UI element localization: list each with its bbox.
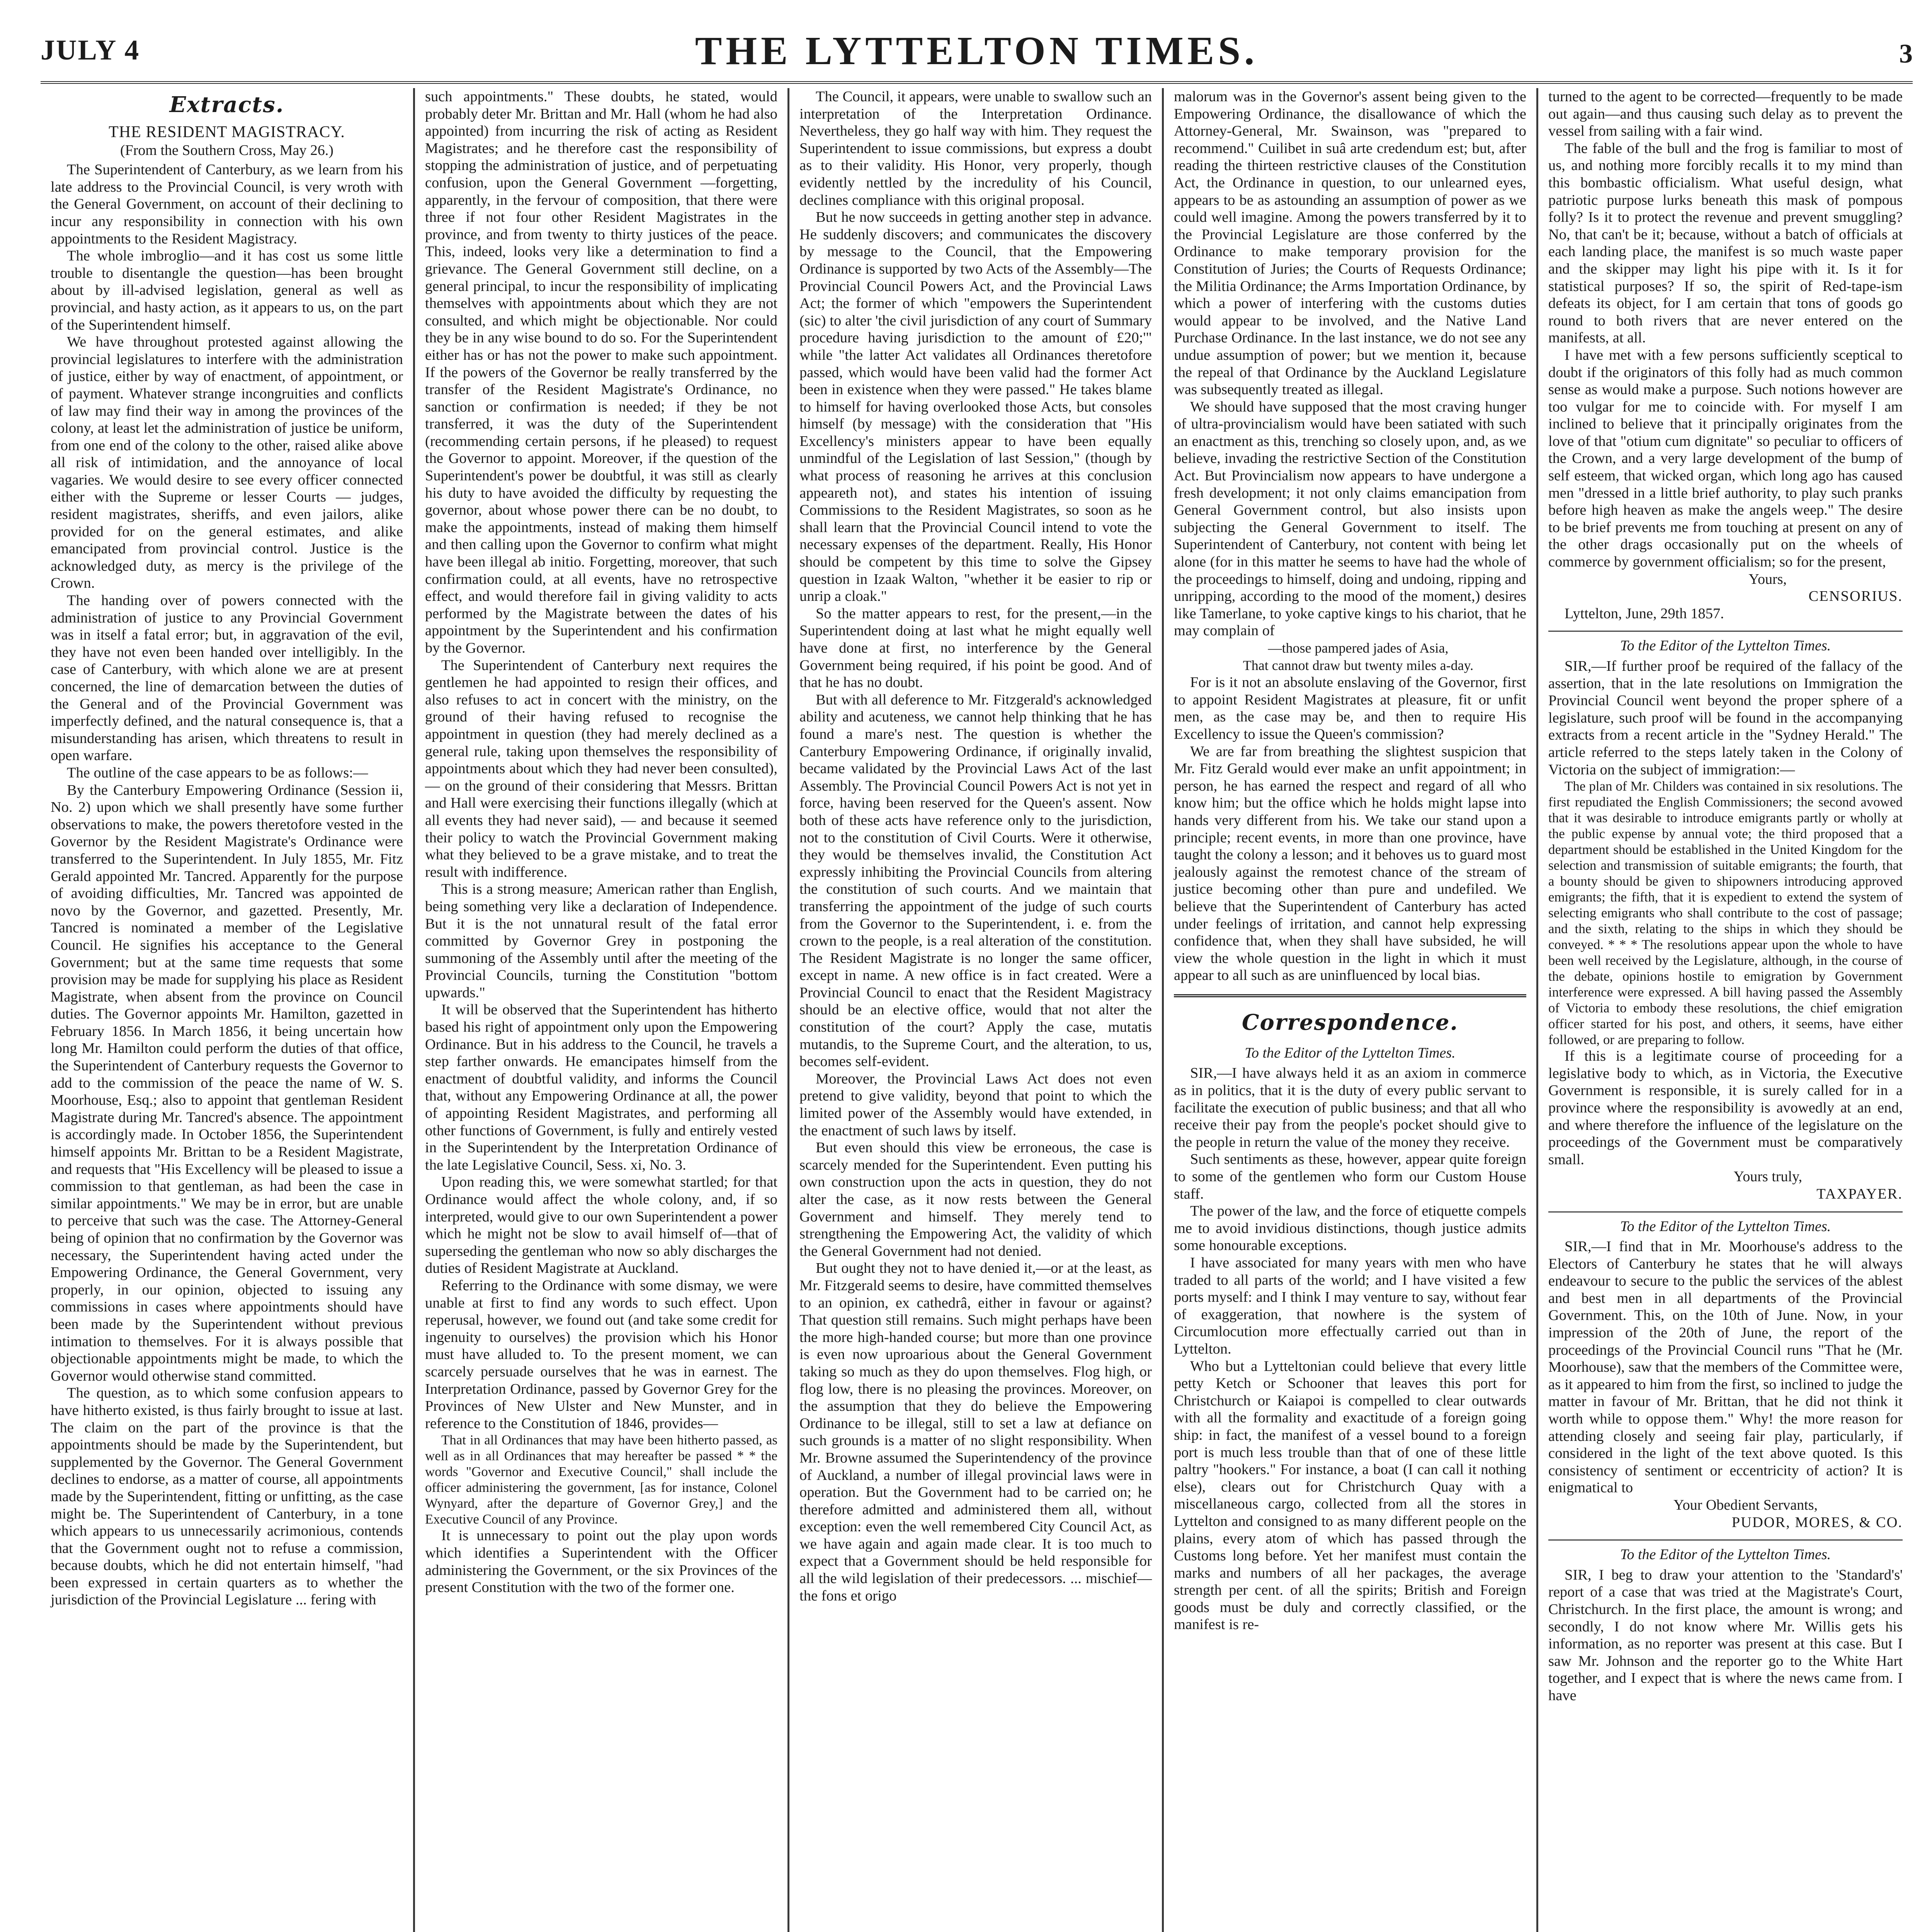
paragraph: Moreover, the Provincial Laws Act does not even pretend to give validity, beyond that point to which the limited power of the Assembly would have extended, in the enactment of such laws by itself. (799, 1070, 1152, 1139)
paragraph: SIR,—I find that in Mr. Moorhouse's address to the Electors of Canterbury he states that he will always endeavour to secure to the public the services of the ablest and best men in all departments of the Provincial Government. This, on the 10th of June. Now, in your impression of the 20th of June, the report of the proceedings of the Provincial Council runs "That he (Mr. Moorhouse), saw that the members of the Committee were, as it appeared to him from the first, so inclined to judge the matter in favour of Mr. Brittan, that he did not think it worth while to oppose them." Why! the more reason for attending closely and seeing fair play, particularly, if considered in the light of the text above quoted. Is this consistency of sentiment or eccentricity of action? It is enigmatical to (1548, 1238, 1903, 1496)
paragraph: Upon reading this, we were somewhat startled; for that Ordinance would affect the whole colony, and, if so interpreted, would give to our own Superintendent a power which he might not be slow to avail himself of—that of superseding the gentleman who now so ably discharges the duties of Resident Magistrate at Auckland. (425, 1174, 777, 1277)
column-1 (41, 88, 415, 1932)
paragraph: It will be observed that the Superintendent has hitherto based his right of appointment only upon the Empowering Ordinance. But in his address to the Council, he travels a step farther onwards. He emancipates himself from the enactment of doubtful validity, and informs the Council that, without any Empowering Ordinance at all, the power of appointing Resident Magistrates, and performing all other functions of Government, is fully and entirely vested in the Superintendent by the Interpretation Ordinance of the late Legislative Council, Sess. xi, No. 3. (425, 1002, 777, 1173)
paragraph: SIR,—I have always held it as an axiom in commerce as in politics, that it is the duty of every public servant to facilitate the execution of public business; and that all who receive their pay from the people's pocket should give to the people in return the value of the money they receive. (1174, 1065, 1526, 1150)
paragraph: This is a strong measure; American rather than English, being something very like a declaration of Independence. But it is the not unnatural result of the fatal error committed by Governor Grey in postponing the summoning of the Assembly until after the meeting of the Provincial Councils, turning the Constitution "bottom upwards." (425, 881, 777, 1001)
paragraph: But ought they not to have denied it,—or at the least, as Mr. Fitzgerald seems to desire, have committed themselves to an opinion, ex cathedrâ, either in favour or against? That question still remains. Such might perhaps have been the more high-handed course; but more than one province is even now uproarious about the General Government taking so much as they do upon themselves. Flog high, or flog low, there is no pleasing the provinces. Moreover, on the assumption that they do believe the Empowering Ordinance to be illegal, still to set a law at defiance on such grounds is a matter of no slight responsibility. When Mr. Browne assumed the Superintendency of the province of Auckland, a number of illegal provincial laws were in operation. But the Government had to be carried on; he therefore admitted and administered them all, without exception: even the well remembered City Council Act, as we have again and again made clear. It is too much to expect that a Government should be held responsible for all the wild legislation of their predecessors. ... mischief—the fons et origo (799, 1260, 1152, 1604)
section-heading-extracts: Extracts. (169, 92, 284, 117)
newspaper-title: THE LYTTELTON TIMES. (695, 29, 1259, 73)
paragraph: SIR, I beg to draw your attention to the 'Standard's' report of a case that was tried at the Magistrate's Court, Christchurch. In the first place, the amount is wrong; and secondly, I do not know where Mr. Willis gets his information, as no reporter was present at this case. But I saw Mr. Johnson and the reporter go to the White Hart together, and I expect that is where the news came from. I have (1548, 1566, 1903, 1704)
paragraph: But with all deference to Mr. Fitzgerald's acknowledged ability and acuteness, we cannot help thinking that he has found a mare's nest. The question is whether the Canterbury Empowering Ordinance, if originally invalid, became validated by the Provincial Laws Act of the last Assembly. The Provincial Council Powers Act is not yet in force, having been reserved for the Queen's assent. Now both of these acts have reference only to the jurisdiction, not to the constitution of Civil Courts. Were it otherwise, they would be themselves invalid, the Constitution Act expressly inhibiting the Provincial Councils from altering the constitution of such courts. And we maintain that transferring the appointment of the judge of such courts from the Governor to the Superintendent, i. e. from the crown to the people, is a real alteration of the constitution. The Resident Magistrate is no longer the same officer, except in name. A new office is in fact created. Were a Provincial Council to enact that the Resident Magistracy should be an elective office, would that not alter the constitution of the court? Apply the case, mutatis mutandis, to the Supreme Court, and the alteration, to us, becomes self-evident. (799, 691, 1152, 1070)
paragraph: The outline of the case appears to be as follows:— (67, 764, 368, 781)
paragraph: The fable of the bull and the frog is familiar to most of us, and nothing more forcibly recalls it to my mind than this bombastic officialism. What useful design, what patriotic purpose lurks beneath this mask of pompous folly? Is it to protect the revenue and prevent smuggling? No, that can't be it; because, without a batch of officials at each landing place, the manifest is so much waste paper and the skipper may light his pipe with it. Is it for statistical purposes? If so, the spirit of Red-tape-ism defeats its object, for I am certain that tons of goods go round to both rivers that are never entered on the manifests, at all. (1548, 140, 1903, 346)
letter-dateline: Lyttelton, June, 29th 1857. (1565, 605, 1724, 622)
paragraph: Who but a Lytteltonian could believe that every little petty Ketch or Schooner that leaves this port for Christchurch or Kaiapoi is compelled to clear outwards with all the formality and exactitude of a foreign going ship: in fact, the manifest of a vessel bound to a foreign port is much less trouble than that of one of these little paltry "hookers." For instance, a boat (I can call it nothing else), clears out for Christchurch Quay with a miscellaneous cargo, collected from all the stores in Lyttelton and consigned to as many different people on the plains, every atom of which has passed through the Customs long before. Yet her manifest must contain the marks and numbers of all her packages, the average strength per cent. of all the spirits; British and Foreign goods must be duly and correctly classified, or the manifest is re- (1174, 1358, 1526, 1633)
issue-date: JULY 4 (41, 34, 140, 66)
paragraph: It is unnecessary to point out the play upon words which identifies a Superintendent with the Officer administering the Government, or the six Provinces of the present Constitution with the two of the former one. (425, 1527, 777, 1596)
paragraph: We have throughout protested against allowing the provincial legislatures to interfere with the administration of justice, either by way of enactment, of appointment, or of payment. Whatever strange incongruities and conflicts of law may find their way in among the provinces of the colony, at least let the administration of justice be uniform, from one end of the colony to the other, raised alike above all risk of intimidation, and the annoyance of local vagaries. We would desire to see every officer connected either with the Supreme or lesser Courts — judges, resident magistrates, sheriffs, and even jailors, alike provided for on the general estimates, and alike emancipated from provincial control. Justice is the acknowledged duty, as mercy is the privilege of the Crown. (51, 334, 403, 592)
paragraph: The Council, it appears, were unable to swallow such an interpretation of the Interpretation Ordinance. Nevertheless, they go half way with him. They request the Superintendent to issue commissions, but express a doubt as to their validity. His Honor, very properly, though evidently nettled by the incredulity of his Council, declines compliance with this original proposal. (799, 88, 1152, 208)
paragraph: The power of the law, and the force of etiquette compels me to avoid invidious distinctions, though justice admits some honourable exceptions. (1174, 1203, 1526, 1254)
letter-closing: Your Obedient Servants, (1673, 1497, 1818, 1513)
paragraph: The Superintendent of Canterbury, as we learn from his late address to the Provincial Council, is very wroth with the General Government, on account of their declining to incur any responsibility in connection with his own appointments to the Resident Magistracy. (51, 162, 403, 247)
paragraph: The Superintendent of Canterbury next requires the gentlemen he had appointed to resign their offices, and also refuses to act in concert with the ministry, on the ground of their having refused to recognise the appointment in question (they had merely declined as a general rule, taking upon themselves the responsibility of appointments about which they had never been consulted), — on the ground of their considering that Messrs. Brittan and Hall were exercising their functions illegally (which at all events they had never said), — and because it seemed their policy to watch the Provincial Government making what they believed to be a grave mistake, and to treat the result with indifference. (425, 657, 777, 880)
article-source: (From the Southern Cross, May 26.) (120, 142, 334, 158)
paragraph: We are far from breathing the slightest suspicion that Mr. Fitz Gerald would ever make an unfit appointment; in person, he has earned the respect and regard of all who know him; but the office which he holds might lapse into hands very different from his. We take our stand upon a principle; recent events, in more than one province, have taught the colony a lesson; and it behoves us to guard most jealously against the remotest chance of the stream of justice becoming other than pure and undefiled. We believe that the Superintendent of Canterbury has acted under feelings of irritation, and cannot help expressing confidence that, when they shall have subsided, he will view the whole question in the light in which it must appear to all such as are uninfluenced by local bias. (1174, 743, 1526, 984)
quoted-paragraph: The plan of Mr. Childers was contained in six resolutions. The first repudiated the English Commissioners; the second avowed that it was desirable to introduce emigrants partly or wholly at the public expense by annual vote; the third proposed that a department should be established in the United Kingdom for the selection and transmission of suitable emigrants; the fourth, that a bounty should be given to shipowners introducing approved emigrants; the fifth, that it is expedient to extend the system of selecting emigrants who shall contribute to the cost of passage; and the sixth, relating to the ships in which they should be conveyed. * * * The resolutions appear upon the whole to have been well received by the Legislature, although, in the course of the debate, opinions hostile to emigration by Government interference were expressed. A bill having passed the Assembly of Victoria to embody these resolutions, the chief emigration officer started for his post, and others, it seems, have either followed, or are preparing to follow. (1548, 779, 1903, 1048)
paragraph: malorum was in the Governor's assent being given to the Empowering Ordinance, the disallowance of which the Attorney-General, Mr. Swainson, was "prepared to recommend." Cuilibet in suâ arte credendum est; but, after reading the thirteen restrictive clauses of the Constitution Act, the Ordinance in question, to our unlearned eyes, appears to be as astounding an assumption of power as we could well imagine. Among the powers transferred by it to the Provincial Legislature are those conferred by the Ordinance to make temporary provision for the Constitution of Juries; the Courts of Requests Ordinance; the Militia Ordinance; the Arms Importation Ordinance, by which a power of interfering with the customs duties would appear to be involved, and the Native Land Purchase Ordinance. In the last instance, we do not see any undue assumption of power; but we mention it, because the repeal of that Ordinance by the Auckland Legislature was subsequently treated as illegal. (1174, 88, 1526, 398)
paragraph: Referring to the Ordinance with some dismay, we were unable at first to find any words to such effect. Upon reperusal, however, we found out (and take some credit for ingenuity to ourselves) the provision which his Honor must have alluded to. To the present moment, we can scarcely persuade ourselves that he was in earnest. The Interpretation Ordinance, passed by Governor Grey for the Provinces of New Ulster and New Munster, and in reference to the Constitution of 1846, provides— (425, 1277, 777, 1432)
paragraph: The question, as to which some confusion appears to have hitherto existed, is thus fairly brought to issue at last. The claim on the part of the province is that the appointments should be made by the Superintendent, but supplemented by the Governor. The General Government declines to endorse, as a matter of course, all appointments made by the Superintendent, fitting or unfitting, as the case might be. The Superintendent of Canterbury, in a tone which appears to us unnecessarily acrimonious, contends that the Government ought not to refuse a commission, because doubts, which he did not entertain himself, "had been expressed in certain quarters as to whether the jurisdiction of the Provincial Legislature ... fering with (51, 1385, 403, 1608)
verse-line: —those pampered jades of Asia, (1268, 640, 1449, 656)
letter-address: To the Editor of the Lyttelton Times. (1548, 1211, 1903, 1235)
column-5 (1538, 88, 1913, 1932)
paragraph: SIR,—If further proof be required of the fallacy of the assertion, that in the late resolutions on Immigration the Provincial Council went beyond the proper sphere of a legislature, such proof will be found in the accompanying extracts from a recent article in the "Sydney Herald." The article referred to the steps lately taken in the Colony of Victoria on the subject of immigration:— (1548, 658, 1903, 778)
paragraph: For is it not an absolute enslaving of the Governor, first to appoint Resident Magistrates at pleasure, fit or unfit men, as the case may be, and then to require His Excellency to issue the Queen's commission? (1174, 674, 1526, 742)
paragraph: By the Canterbury Empowering Ordinance (Session ii, No. 2) upon which we shall presently have some further observations to make, the powers theretofore vested in the Governor by the Resident Magistrate's Ordinance were transferred to the Superintendent. In July 1855, Mr. Fitz Gerald appointed Mr. Tancred. Apparently for the purpose of avoiding difficulties, Mr. Tancred was appointed de novo by the Governor, and gazetted. Presently, Mr. Tancred is nominated a member of the Legislative Council. He signifies his acceptance to the General Government; but at the same time requests that some provision may be made for supplying his place as Resident Magistrate, when absent from the province on Council duties. The Governor appoints Mr. Hamilton, gazetted in February 1856. In March 1856, it being uncertain how long Mr. Hamilton could perform the duties of that office, the Superintendent of Canterbury requests the Governor to add to the commission of the peace the name of W. S. Moorhouse, Esq.; also to appoint that gentleman Resident Magistrate during Mr. Tancred's absence. The appointment is accordingly made. In October 1856, the Superintendent himself appoints Mr. Brittan to be a Resident Magistrate, and requests that "His Excellency will be pleased to issue a commission to that gentleman, as had been the case in similar appointments." We may be in error, but are unable to perceive that such was the case. The Attorney-General being of opinion that no confirmation by the Governor was necessary, the Superintendent having acted under the Empowering Ordinance, the General Government, very properly, in our opinion, objected to issuing any commissions in cases where appointments should have been made by the Superintendent without previous intimation to themselves. For it is always possible that objectionable appointments might be made, to which the Governor would otherwise stand committed. (51, 782, 403, 1384)
letter-closing: Yours truly, (1733, 1168, 1802, 1185)
column-2 (415, 88, 789, 1932)
paragraph: I have met with a few persons sufficiently sceptical to doubt if the originators of this folly had as much common sense as would make a purpose. Such notions however are too vulgar for me to coincide with. For myself I am inclined to believe that it principally originates from the love of that "otium cum dignitate" so peculiar to officers of the Crown, and a very large development of the bump of self esteem, that wicked organ, which long ago has caused men "dressed in a little brief authority, to play such pranks before high heaven as make the angels weep." The desire to be brief prevents me from touching at present on any of the other drags occasionally put on the wheels of commerce by government officialism; so for the present, (1548, 347, 1903, 570)
column-4 (1164, 88, 1538, 1932)
paragraph: I have associated for many years with men who have traded to all parts of the world; and I have visited a few ports myself: and I think I may venture to say, without fear of exaggeration, that nowhere is the system of Circumlocution more effectually carried out than in Lyttelton. (1174, 1255, 1526, 1357)
article-columns (41, 88, 1913, 1932)
article-title: THE RESIDENT MAGISTRACY. (109, 123, 345, 141)
paragraph: But he now succeeds in getting another step in advance. He suddenly discovers; and communicates the discovery by message to the Council, that the Empowering Ordinance is supported by two Acts of the Assembly—The Provincial Council Powers Act, and the Provincial Laws Act; the former of which "empowers the Superintendent (sic) to alter 'the civil jurisdiction of any court of Summary procedure having jurisdiction to the amount of £20;'" while "the latter Act validates all Ordinances theretofore passed, which would have been valid had the former Act been in existence when they were passed." He takes blame to himself for having overlooked those Acts, but consoles himself (by message) with the consideration that "His Excellency's ministers appear to have been equally unmindful of the Legislation of last Session," (though by what process of reasoning he arrives at this conclusion appeareth not), and states his intention of issuing Commissions to the Resident Magistrates, so soon as he shall learn that the Provincial Council intend to vote the necessary expenses of the department. Really, His Honor should be competent by this time to solve the Gipsey question in Izaak Walton, "whether it be easier to rip or unrip a cloak." (799, 209, 1152, 605)
paragraph: We should have supposed that the most craving hunger of ultra-provincialism would have been satiated with such an enactment as this, trenching so closely upon, and, as we believe, invading the restrictive Section of the Constitution Act. But Provincialism now appears to have undergone a fresh development; it not only claims emancipation from General Government control, but also insists upon subjecting the General Government to itself. The Superintendent of Canterbury, not content with being let alone (for in this matter he seems to have had the whole of the proceedings to himself, doing and undoing, ripping and unripping, according to the mood of the moment,) desires like Tamerlane, to yoke captive kings to his chariot, that he may complain of (1174, 398, 1526, 639)
quoted-paragraph: That in all Ordinances that may have been hitherto passed, as well as in all Ordinances that may hereafter be passed * * the words "Governor and Executive Council," shall include the officer administering the government, [as for instance, Colonel Wynyard, after the departure of Governor Grey,] and the Executive Council of any Province. (425, 1432, 777, 1527)
verse-line: That cannot draw but twenty miles a-day. (1243, 657, 1474, 673)
paragraph: Such sentiments as these, however, appear quite foreign to some of the gentlemen who form our Custom House staff. (1174, 1151, 1526, 1202)
section-heading-correspondence: Correspondence. (1174, 994, 1526, 1036)
page-number: 3 (1899, 39, 1913, 69)
paragraph: The handing over of powers connected with the administration of justice to any Provincial Government was in itself a fatal error; but, in aggravation of the evil, they have not even been handed over intelligibly. In the case of Canterbury, with which alone we are at present concerned, the line of demarcation between the duties of the General and of the Provincial Government was imperfectly defined, and the natural consequence is, that a misunderstanding has arisen, which threatens to result in open warfare. (51, 592, 403, 764)
paragraph: turned to the agent to be corrected—frequently to be made out again—and thus causing such delay as to prevent the vessel from sailing with a fair wind. (1548, 88, 1903, 139)
letter-closing: Yours, (1748, 571, 1787, 587)
letter-address: To the Editor of the Lyttelton Times. (1548, 631, 1903, 655)
letter-address: To the Editor of the Lyttelton Times. (1245, 1044, 1456, 1061)
paragraph: such appointments." These doubts, he stated, would probably deter Mr. Brittan and Mr. Hall (whom he had also appointed) from incurring the risk of acting as Resident Magistrates; and he therefore cast the responsibility of stopping the administration of justice, and of perpetuating confusion, upon the General Government —forgetting, apparently, in the fervour of composition, that there were three if not four other Resident Magistrates in the province, and from twenty to thirty justices of the peace. This, indeed, looks very like a determination to find a grievance. The General Government still decline, on a general principal, to incur the responsibility of implicating themselves with appointments about which they are not consulted, and which might be objectionable. Nor could they be in any wise bound to do so. For the Superintendent either has or has not the power to make such appointment. If the powers of the Governor be really transferred by the transfer of the Resident Magistrate's Ordinance, no sanction or confirmation is needed; if they be not transferred, it was the duty of the Superintendent (recommending certain persons, if he pleased) to request the Governor to appoint. Moreover, if the question of the Superintendent's power be doubtful, it was still as clearly his duty to have avoided the difficulty by requesting the governor, about whose power there can be no doubt, to make the appointments, instead of making them himself and then calling upon the Governor to confirm what might have been illegal ab initio. Forgetting, moreover, that such confirmation could, at all events, have no retrospective effect, and would therefore fail in giving validity to acts performed by the Magistrate between the dates of his appointment by the Superintendent and his confirmation by the Governor. (425, 88, 777, 656)
paragraph: If this is a legitimate course of proceeding for a legislative body to which, as in Victoria, the Executive Government is responsible, it is surely called for in a province where the responsibility is avowedly at an end, and where therefore the influence of the legislature on the proceedings of the Government must be comparatively small. (1548, 1048, 1903, 1168)
masthead (41, 23, 1913, 84)
paragraph: The whole imbroglio—and it has cost us some little trouble to disentangle the question—has been brought about by ill-advised legislation, general as well as provincial, and hasty action, as it appears to us, on the part of the Superintendent himself. (51, 248, 403, 333)
column-3 (789, 88, 1164, 1932)
letter-signature: CENSORIUS. (1808, 588, 1903, 605)
letter-address: To the Editor of the Lyttelton Times. (1548, 1539, 1903, 1563)
letter-signature: TAXPAYER. (1816, 1185, 1903, 1202)
paragraph: So the matter appears to rest, for the present,—in the Superintendent doing at last what he might equally well have done at first, no interference by the General Government being required, if his point be good. And of that he has no doubt. (799, 605, 1152, 691)
paragraph: But even should this view be erroneous, the case is scarcely mended for the Superintendent. Even putting his own construction upon the acts in question, they do not alter the case, as it now rests between the General Government and himself. They merely tend to strengthening the Empowering Act, the validity of which the General Government had not denied. (799, 1139, 1152, 1259)
letter-signature: PUDOR, MORES, & CO. (1731, 1514, 1903, 1531)
